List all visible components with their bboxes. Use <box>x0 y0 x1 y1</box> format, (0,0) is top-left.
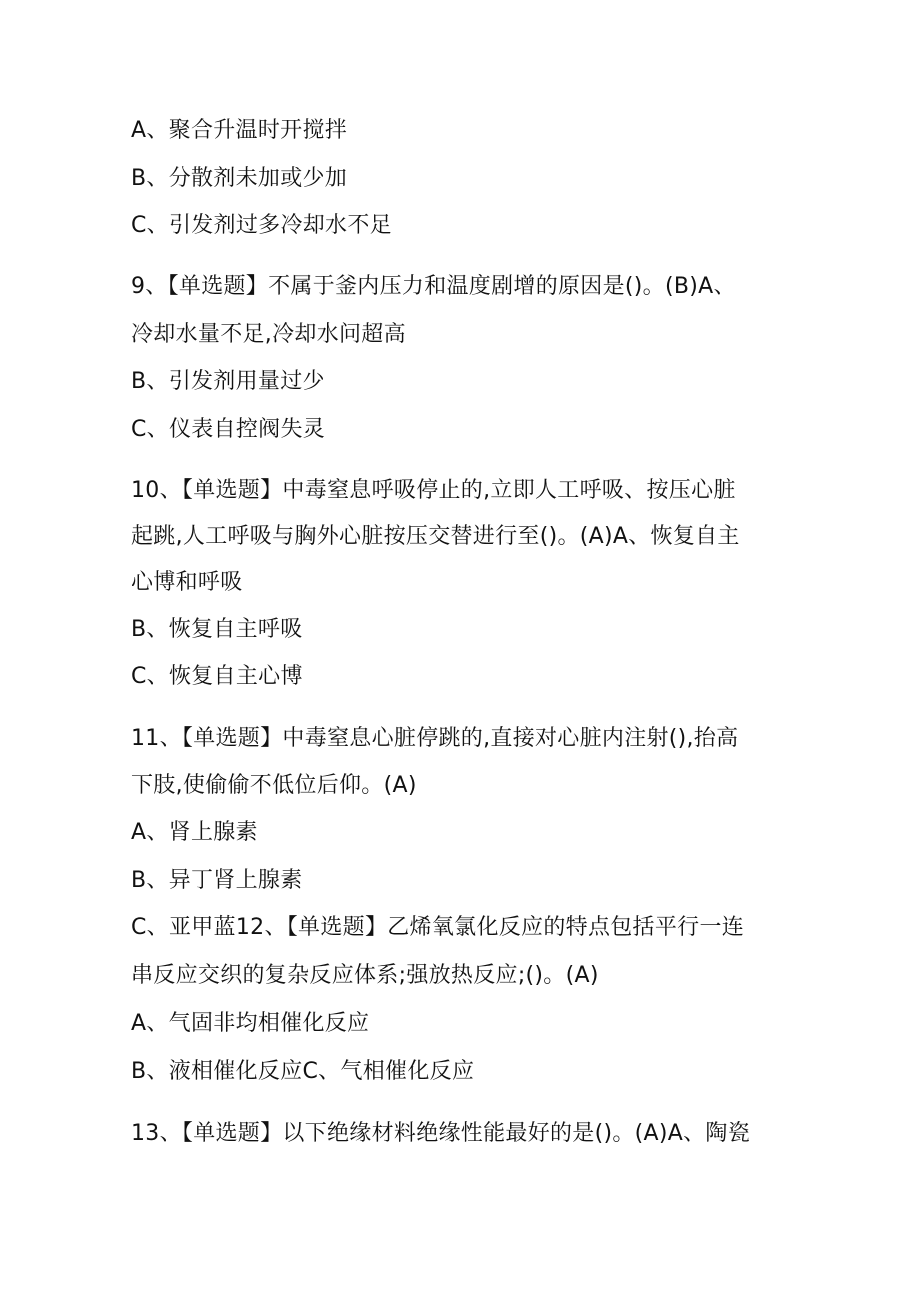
question-11: 11、【单选题】中毒窒息心脏停跳的,直接对心脏内注射(),抬高 <box>131 726 739 751</box>
option-a-q11: A、肾上腺素 <box>131 820 258 845</box>
question-12-cont: 串反应交织的复杂反应体系;强放热反应;()。(A) <box>131 963 599 988</box>
question-9-cont: 冷却水量不足,冷却水问超高 <box>131 322 406 347</box>
question-9: 9、【单选题】不属于釜内压力和温度剧增的原因是()。(B)A、 <box>131 274 736 299</box>
question-11-cont: 下肢,使偷偷不低位后仰。(A) <box>131 773 417 798</box>
option-b-c-q12: B、液相催化反应C、气相催化反应 <box>131 1059 475 1084</box>
option-c-q8: C、引发剂过多冷却水不足 <box>131 213 392 238</box>
question-13: 13、【单选题】以下绝缘材料绝缘性能最好的是()。(A)A、陶瓷 <box>131 1121 751 1146</box>
option-c-q10: C、恢复自主心博 <box>131 664 303 689</box>
option-c-q9: C、仪表自控阀失灵 <box>131 417 326 442</box>
question-10-cont-2: 心博和呼吸 <box>131 570 243 595</box>
option-a-q8: A、聚合升温时开搅拌 <box>131 118 348 143</box>
option-b-q8: B、分散剂未加或少加 <box>131 166 348 191</box>
option-b-q10: B、恢复自主呼吸 <box>131 617 303 642</box>
question-10-cont: 起跳,人工呼吸与胸外心脏按压交替进行至()。(A)A、恢复自主 <box>131 524 740 549</box>
option-b-q9: B、引发剂用量过少 <box>131 369 325 394</box>
question-10: 10、【单选题】中毒窒息呼吸停止的,立即人工呼吸、按压心脏 <box>131 478 736 503</box>
option-c-q11-question-12: C、亚甲蓝12、【单选题】乙烯氧氯化反应的特点包括平行一连 <box>131 915 745 940</box>
option-a-q12: A、气固非均相催化反应 <box>131 1011 370 1036</box>
option-b-q11: B、异丁肾上腺素 <box>131 868 303 893</box>
